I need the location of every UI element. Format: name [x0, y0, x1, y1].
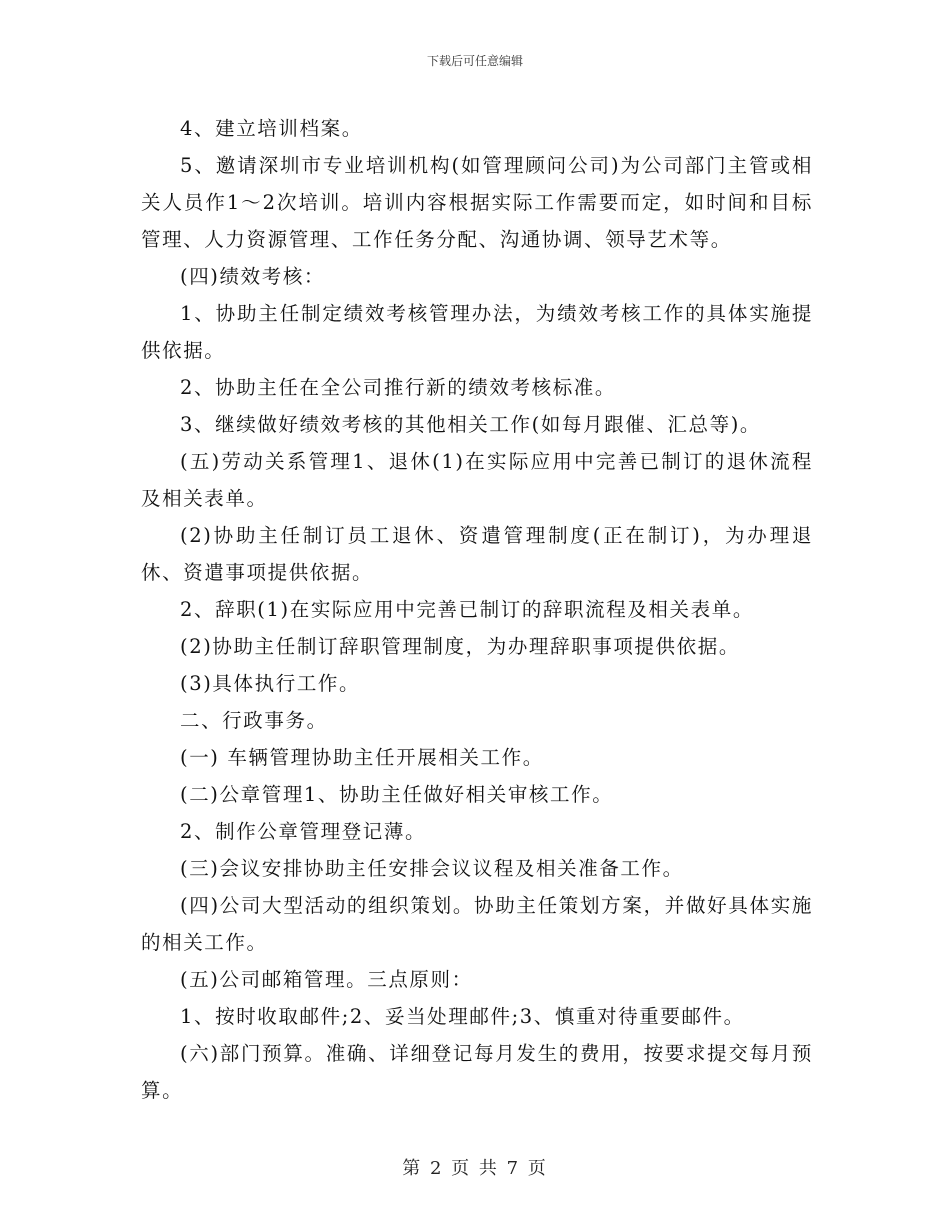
paragraph-3: (四)绩效考核：	[180, 265, 326, 288]
paragraph-14: (二)公章管理1、协助主任做好相关审核工作。	[180, 783, 614, 806]
paragraph-12: 二、行政事务。	[180, 709, 328, 732]
paragraph-13: (一) 车辆管理协助主任开展相关工作。	[180, 746, 544, 769]
paragraph-11: (3)具体执行工作。	[180, 672, 361, 695]
paragraph-5: 2、协助主任在全公司推行新的绩效考核标准。	[180, 376, 617, 399]
page-header: 下载后可任意编辑	[426, 54, 523, 68]
paragraph-8: (2)协助主任制订员工退休、资遣管理制度(正在制订)，为办理退休、资遣事项提供依据。	[141, 524, 813, 584]
paragraph-18: (五)公司邮箱管理。三点原则：	[180, 968, 473, 991]
paragraph-1: 4、建立培训档案。	[180, 117, 363, 140]
paragraph-10: (2)协助主任制订辞职管理制度，为办理辞职事项提供依据。	[180, 635, 740, 658]
paragraph-6: 3、继续做好绩效考核的其他相关工作(如每月跟催、汇总等)。	[180, 413, 762, 436]
paragraph-17: (四)公司大型活动的组织策划。协助主任策划方案，并做好具体实施的相关工作。	[141, 894, 813, 954]
paragraph-2: 5、邀请深圳市专业培训机构(如管理顾问公司)为公司部门主管或相关人员作1～2次培训。培训内容根据实际工作需要而定，如时间和目标管理、人力资源管理、工作任务分配、沟通协调、领导艺术等。	[141, 154, 813, 251]
paragraph-7: (五)劳动关系管理1、退休(1)在实际应用中完善已制订的退休流程及相关表单。	[141, 450, 813, 510]
paragraph-9: 2、辞职(1)在实际应用中完善已制订的辞职流程及相关表单。	[180, 598, 754, 621]
paragraph-4: 1、协助主任制定绩效考核管理办法，为绩效考核工作的具体实施提供依据。	[141, 302, 813, 362]
paragraph-20: (六)部门预算。准确、详细登记每月发生的费用，按要求提交每月预算。	[141, 1042, 813, 1102]
paragraph-16: (三)会议安排协助主任安排会议议程及相关准备工作。	[180, 857, 684, 880]
paragraph-19: 1、按时收取邮件;2、妥当处理邮件;3、慎重对待重要邮件。	[180, 1005, 745, 1028]
page-number: 第 2 页 共 7 页	[402, 1158, 548, 1179]
paragraph-15: 2、制作公章管理登记薄。	[180, 820, 427, 843]
document-body	[141, 110, 813, 1109]
